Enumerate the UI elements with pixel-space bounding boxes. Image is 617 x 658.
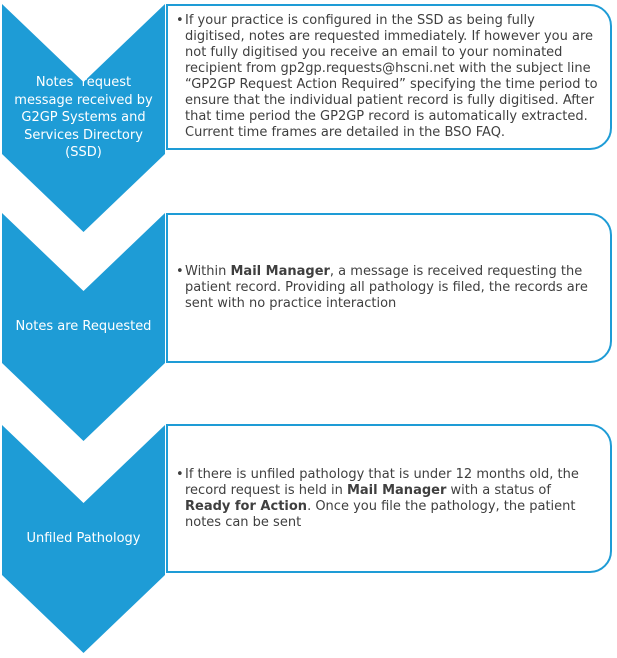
chevron-label-1: Notes request message received by G2GP Systems and Services Directory (SSD) [14,75,153,161]
chevron-label-3: Unfiled Pathology [26,531,141,547]
chevron-step-1 [2,4,165,232]
step-body-3 [176,467,598,531]
step-text-2: Within Mail Manager, a message is received requesting the patient record. Providing all pathology is filed, the records are sent with no practice interaction [185,264,588,311]
step-body-2 [176,264,598,312]
chevron-label-2: Notes are Requested [15,319,152,335]
step-box-3 [166,424,612,573]
chevron-step-2 [2,213,165,441]
bullet-icon: • [176,466,184,482]
step-box-2 [166,213,612,363]
step-text-1: If your practice is configured in the SSD as being fully digitised, notes are requested immediately. If however you are not fully digitised you receive an email to your nominated recipient from gp2gp.requests@hscni.net with the subject line “GP2GP Request Action Required” specifying the time period to ensure that the individual patient record is fully digitised. After that time period the GP2GP record is automatically extracted. Current time frames are detailed in the BSO FAQ. [185,13,598,140]
chevron-step-3 [2,425,165,653]
bullet-icon: • [176,13,184,28]
step-box-1 [166,4,612,150]
step-body-1 [176,13,598,141]
bullet-icon: • [176,264,184,279]
step-text-3: If there is unfiled pathology that is under 12 months old, the record request is held in Mail Manager with a status of Ready for Action. Once you file the pathology, the patient notes can be sent [185,466,579,530]
